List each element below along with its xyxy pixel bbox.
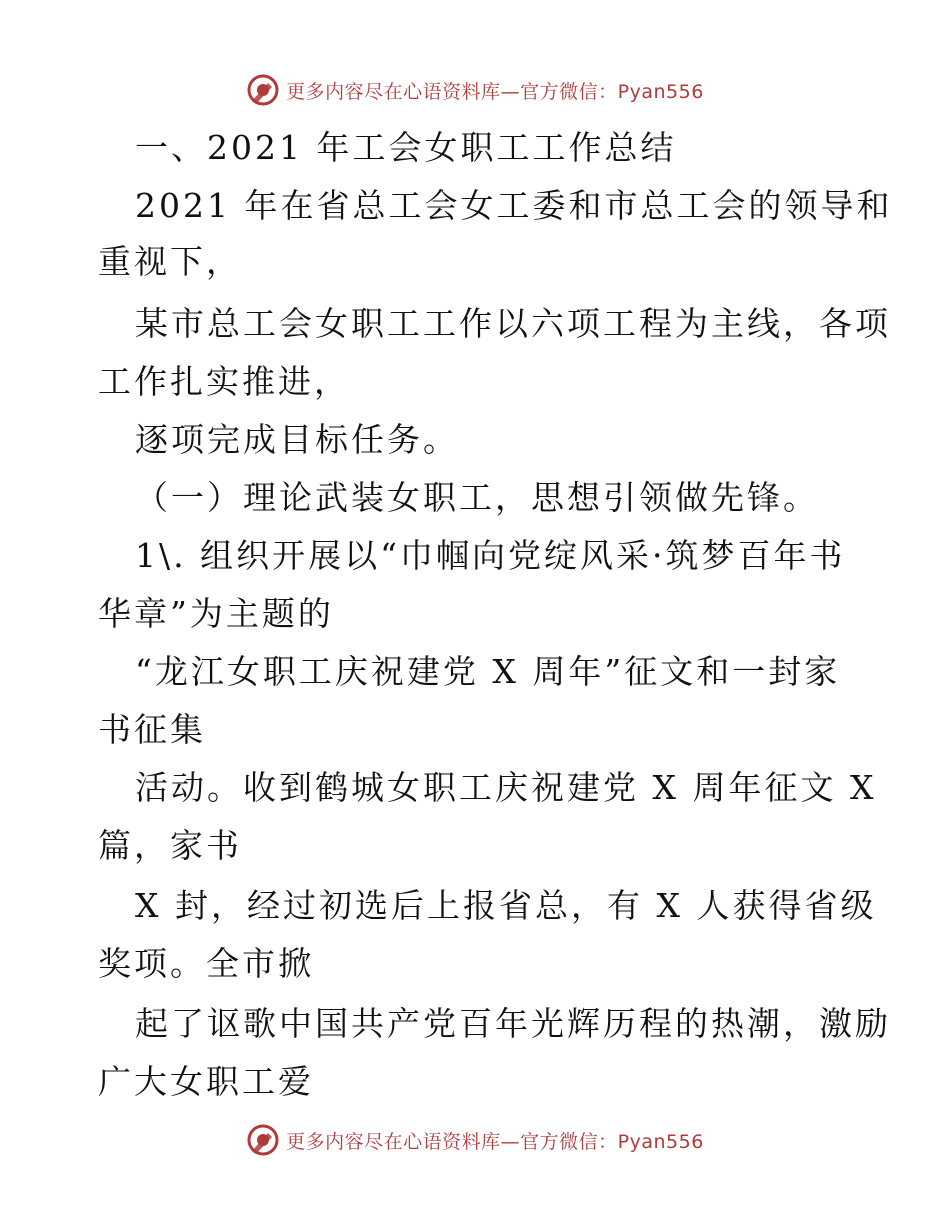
pen-logo-icon [246,73,280,107]
paragraph-line: 工作扎实推进， [98,362,350,401]
paragraph-line: 华章”为主题的 [98,594,334,633]
paragraph-line: 书征集 [98,710,206,749]
paragraph-line: X 封，经过初选后上报省总，有 X 人获得省级 [135,886,877,925]
paragraph-line: 活动。收到鹤城女职工庆祝建党 X 周年征文 X [135,768,877,807]
paragraph-line: 广大女职工爱 [98,1062,314,1101]
header-banner-text: 更多内容尽在心语资料库—官方微信：Pyan556 [286,80,704,103]
header-banner [0,70,950,110]
paragraph-line: 某市总工会女职工工作以六项工程为主线，各项 [135,304,891,343]
paragraph-line: 奖项。全市掀 [98,944,314,983]
paragraph-line: 1\. 组织开展以“巾帼向党绽风采·筑梦百年书 [135,536,846,575]
pen-logo-icon [246,1123,280,1157]
subsection-heading: （一）理论武装女职工，思想引领做先锋。 [135,478,819,517]
paragraph-line: 2021 年在省总工会女工委和市总工会的领导和 [135,186,893,225]
paragraph-line: 重视下， [98,242,242,281]
paragraph-line: 逐项完成目标任务。 [135,420,459,459]
paragraph-line: 篇，家书 [98,826,242,865]
footer-banner [0,1120,950,1160]
section-heading: 一、2021 年工会女职工工作总结 [135,128,677,167]
paragraph-line: “龙江女职工庆祝建党 X 周年”征文和一封家 [135,652,841,691]
paragraph-line: 起了讴歌中国共产党百年光辉历程的热潮，激励 [135,1004,891,1043]
footer-banner-text: 更多内容尽在心语资料库—官方微信：Pyan556 [286,1130,704,1153]
